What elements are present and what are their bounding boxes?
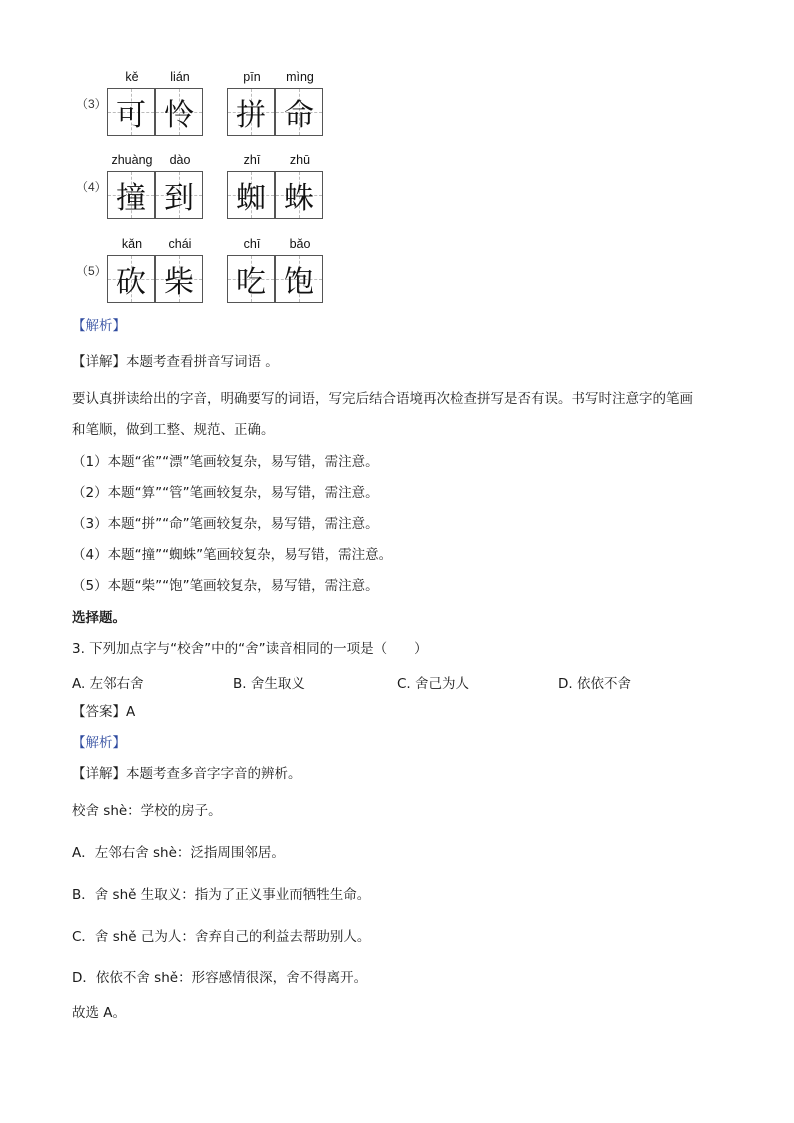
pinyin: chái [168,237,192,251]
char: 蜘 [236,181,266,216]
char-grid-cell [107,255,155,303]
pinyin: bǎo [289,237,311,251]
pinyin: dào [169,153,191,167]
item-number: （5） [76,264,107,278]
pinyin: kě [125,70,139,84]
char: 可 [116,98,146,133]
paragraph: 要认真拼读给出的字音，明确要写的词语，写完后结合语境再次检查拼写是否有误。书写时注意字的笔画 [72,391,693,407]
option-d: D. 依依不舍 [558,676,631,692]
char: 饱 [284,265,314,300]
note-item: （1）本题“雀”“漂”笔画较复杂，易写错，需注意。 [72,454,379,470]
detail-heading: 【详解】本题考查看拼音写词语 。 [72,354,279,370]
char: 柴 [164,265,194,300]
pinyin: zhū [289,153,311,167]
question-text: 3. 下列加点字与“校舍”中的“舍”读音相同的一项是（ ） [72,641,428,657]
char-grid-cell [275,88,323,136]
char-grid-cell [227,171,275,219]
pinyin: pīn [243,70,261,84]
explanation: A．左邻右舍 shè：泛指周围邻居。 [72,845,285,861]
note-item: （2）本题“算”“管”笔画较复杂，易写错，需注意。 [72,485,379,501]
pinyin: zhuàng [111,153,153,167]
char-grid-cell [155,171,203,219]
explanation: D．依依不舍 shě：形容感情很深，舍不得离开。 [72,970,368,986]
section-title: 选择题。 [72,610,126,626]
conclusion: 故选 A。 [72,1005,127,1021]
explanation: C．舍 shě 己为人：舍弃自己的利益去帮助别人。 [72,929,371,945]
char-grid-cell [227,88,275,136]
item-number: （3） [76,97,107,111]
analysis-heading: 【解析】 [72,735,126,751]
item-number: （4） [76,180,107,194]
paragraph: 和笔顺，做到工整、规范、正确。 [72,422,275,438]
pinyin: mìng [286,70,314,84]
option-c: C. 舍己为人 [397,676,470,692]
pinyin: zhī [243,153,261,167]
char: 到 [164,181,194,216]
note-item: （3）本题“拼”“命”笔画较复杂，易写错，需注意。 [72,516,379,532]
char-grid-cell [107,171,155,219]
char: 砍 [116,265,146,300]
char-grid-cell [227,255,275,303]
char-grid-cell [155,88,203,136]
char-grid-cell [275,171,323,219]
note-item: （4）本题“撞”“蜘蛛”笔画较复杂，易写错，需注意。 [72,547,393,563]
note-item: （5）本题“柴”“饱”笔画较复杂，易写错，需注意。 [72,578,379,594]
option-a: A. 左邻右舍 [72,676,144,692]
char: 撞 [116,181,146,216]
explanation: B．舍 shě 生取义：指为了正义事业而牺牲生命。 [72,887,371,903]
char: 怜 [164,98,194,133]
char-grid-cell [107,88,155,136]
explanation: 校舍 shè：学校的房子。 [72,803,222,819]
char: 命 [284,98,314,133]
pinyin: chī [243,237,261,251]
pinyin: lián [170,70,190,84]
pinyin: kǎn [121,237,143,251]
detail-heading: 【详解】本题考查多音字字音的辨析。 [72,766,302,782]
char-grid-cell [155,255,203,303]
char: 吃 [236,265,266,300]
option-b: B. 舍生取义 [233,676,305,692]
char-grid-cell [275,255,323,303]
answer: 【答案】A [72,704,136,720]
char: 蛛 [284,181,314,216]
analysis-heading: 【解析】 [72,318,126,334]
char: 拼 [236,98,266,133]
